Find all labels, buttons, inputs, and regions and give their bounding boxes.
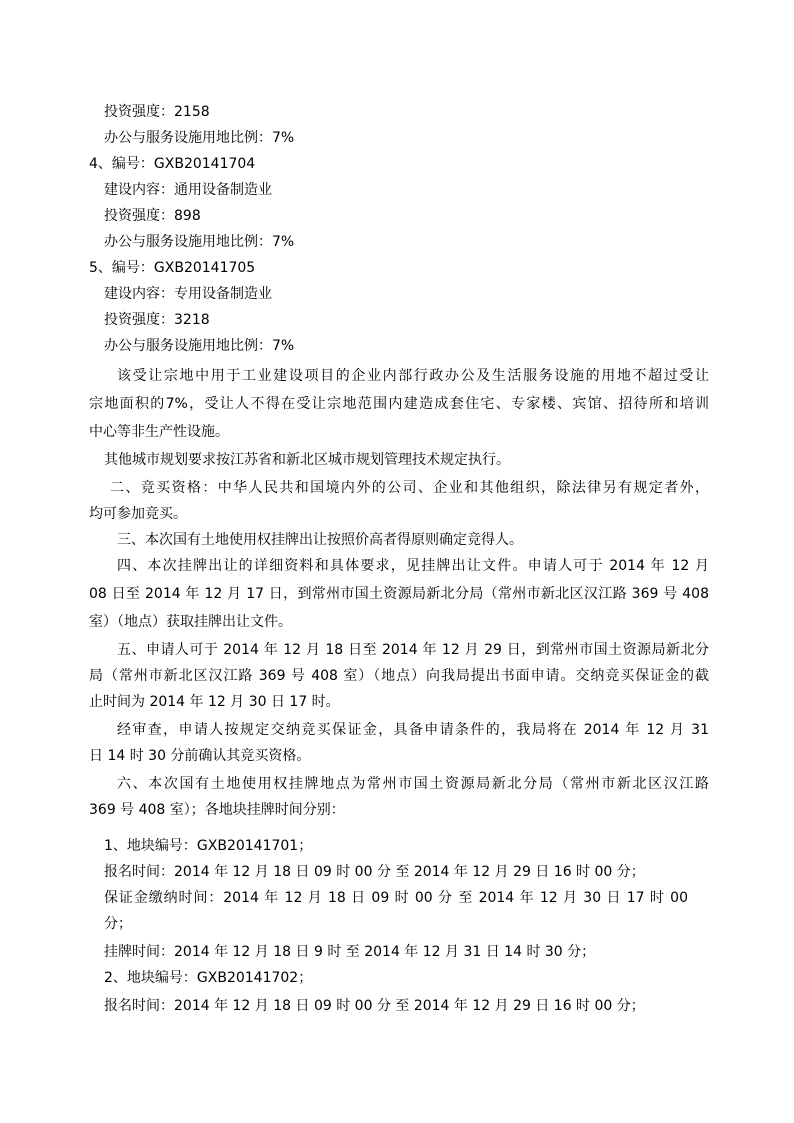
text-line: 1、地块编号：GXB20141701； — [104, 838, 313, 854]
text-line: 止时间为 2014 年 12 月 30 日 17 时。 — [89, 694, 340, 710]
text-line: 五、申请人可于 2014 年 12 月 18 日至 2014 年 12 月 29 日，到常州市国土资源局新北分 — [117, 642, 709, 658]
text-line: 369 号 408 室）；各地块挂牌时间分别： — [89, 802, 345, 818]
text-line: 日 14 时 30 分前确认其竞买资格。 — [89, 748, 311, 764]
text-line: 挂牌时间：2014 年 12 月 18 日 9 时 至 2014 年 12 月 31 日 14 时 30 分； — [104, 944, 596, 960]
text-line: 投资强度：3218 — [104, 312, 210, 328]
text-line: 其他城市规划要求按江苏省和新北区城市规划管理技术规定执行。 — [104, 452, 510, 468]
text-line: 2、地块编号：GXB20141702； — [104, 970, 313, 986]
text-line: 办公与服务设施用地比例：7% — [104, 338, 295, 354]
text-line: 局（常州市新北区汉江路 369 号 408 室）（地点）向我局提出书面申请。交纳竞买保证金的截 — [89, 668, 709, 684]
text-line: 二、竞买资格：中华人民共和国境内外的公司、企业和其他组织，除法律另有规定者外， — [110, 480, 709, 496]
text-line: 经审查，申请人按规定交纳竞买保证金，具备申请条件的，我局将在 2014 年 12 月 31 — [117, 722, 709, 738]
text-line: 均可参加竞买。 — [89, 506, 187, 522]
text-line: 投资强度：898 — [104, 208, 201, 224]
text-line: 中心等非生产性设施。 — [89, 424, 229, 440]
text-line: 保证金缴纳时间：2014 年 12 月 18 日 09 时 00 分 至 2014 年 12 月 30 日 17 时 00 — [104, 890, 688, 906]
text-line: 四、本次挂牌出让的详细资料和具体要求，见挂牌出让文件。申请人可于 2014 年 12 月 — [117, 558, 709, 574]
text-line: 建设内容：专用设备制造业 — [104, 286, 272, 302]
text-line: 投资强度：2158 — [104, 104, 210, 120]
text-line: 六、本次国有土地使用权挂牌地点为常州市国土资源局新北分局（常州市新北区汉江路 — [117, 776, 709, 792]
text-line: 三、本次国有土地使用权挂牌出让按照价高者得原则确定竞得人。 — [117, 532, 523, 548]
text-line: 宗地面积的7%，受让人不得在受让宗地范围内建造成套住宅、专家楼、宾馆、招待所和培训 — [89, 396, 709, 412]
text-line: 室）（地点）获取挂牌出让文件。 — [89, 614, 292, 630]
text-line: 分； — [104, 916, 132, 932]
text-line: 5、编号：GXB20141705 — [89, 260, 256, 276]
text-line: 该受让宗地中用于工业建设项目的企业内部行政办公及生活服务设施的用地不超过受让 — [117, 368, 709, 384]
text-line: 建设内容：通用设备制造业 — [104, 182, 272, 198]
text-line: 4、编号：GXB20141704 — [89, 156, 256, 172]
text-line: 办公与服务设施用地比例：7% — [104, 234, 295, 250]
text-line: 办公与服务设施用地比例：7% — [104, 130, 295, 146]
text-line: 报名时间：2014 年 12 月 18 日 09 时 00 分 至 2014 年 12 月 29 日 16 时 00 分； — [104, 864, 645, 880]
text-line: 08 日至 2014 年 12 月 17 日，到常州市国土资源局新北分局（常州市新北区汉江路 369 号 408 — [89, 586, 709, 602]
text-line: 报名时间：2014 年 12 月 18 日 09 时 00 分 至 2014 年 12 月 29 日 16 时 00 分； — [104, 998, 645, 1014]
